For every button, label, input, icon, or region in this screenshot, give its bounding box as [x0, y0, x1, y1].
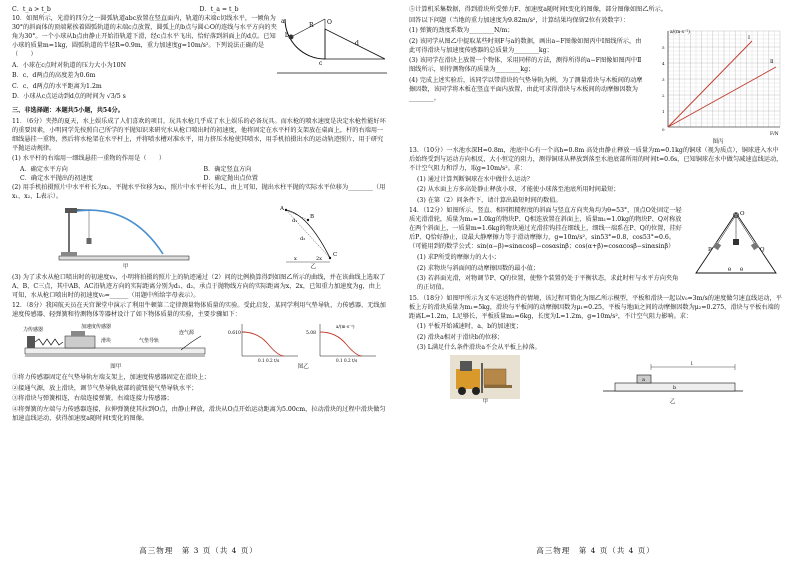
q12-sub-3: (3) 该同学在滑块上放置一个物体，采用同样的方法，测得所得的a−F图像如图丙中Ⅱ图线所示，则待测物体的质量为________kg； [409, 57, 642, 74]
q12-step-4: ④将弹簧的左端与力传感器连接，拉伸弹簧使其拉到O点，由静止释放，滑块从O点开始运动距离为5.00cm，拉动滑块的过程中滑块做匀加速直线运动，获得加速度a随时间t变化的图像。 [12, 406, 386, 423]
q10-option-b: B．c、d两点的高度差为0.6m [12, 72, 96, 80]
q15-figure-yi [603, 355, 743, 399]
q12-sub-4: (4) 完成上述实验后，该同学以带滑块的气垫导轨为例，为了测量滑块与木板间的动摩擦因数，该同学将木板在竖直平面内放置，由此可求得滑块与木板间的动摩擦因数为________。 [409, 76, 643, 102]
q15-figure-jia [450, 355, 520, 399]
q12-graph2-unit: a/(m·s⁻²) [336, 324, 355, 330]
q11-label-d1: d₁ [292, 217, 298, 224]
q12-graph1-x: 0.1 0.2 t/s [258, 358, 280, 364]
q10-label-b: b [285, 31, 289, 39]
q12-label-accel: 加速度传感器 [80, 324, 111, 331]
q12-figures [12, 322, 387, 372]
q11-caption-yi: 乙 [310, 263, 316, 270]
q11-label-c: C [333, 251, 338, 258]
q15-label-l: l [690, 361, 693, 368]
q14-label-theta2: θ [740, 267, 744, 274]
q12-step-2: ②接通气源，放上滑块，调节气垫导轨底部的旋钮使气垫导轨水平； [12, 384, 198, 392]
q14-stem: 14．（12分）如图所示，竖直、相同粗糙程度的斜面与竖直方向夹角均为θ=53°，顶点O处固定一轻质光滑滑轮，质量为m₁=1.0kg的物块P、Q相连放置在斜面上，质量m₁=1.0kg的物块P、Q对称放在两个斜面上，一质量m=1.6kg的物块通过光滑挂钩挂在细线上，细线一端系在P、Q的位置，挂好后P、Q恰好静止，设最大静摩擦力等于滑动摩擦力，g=10m/s²，sin53°=0.8，cos53°=0.6。（可能用到的数学公式：sin(α−β)=sinαcosβ−cosαsinβ；cos(α+β)=cosαcosβ−sinαsinβ） [409, 207, 682, 251]
q12-cont-2: 回答以下问题（当地的重力加速度为9.82m/s²，计算结果均保留2位有效数字）： [409, 16, 630, 24]
q11-option-d: D．确定抛出点位置 [203, 174, 258, 182]
q9-option-d: D．t_a = t_b [199, 6, 239, 13]
q10-option-d: D．小球从c点运动到d点的时间为 √3/5 s [12, 93, 126, 101]
q12-graph-bing [652, 27, 784, 139]
q12-sub-2: (2) 该同学从图乙中提取某些时刻F与a的数据，画出a−F图像如图丙中Ⅰ图线所示，由此可得滑块与加速度传感器的总质量为________kg； [409, 37, 642, 54]
q12-graph2-x: 0.1 0.2 t/s [336, 358, 358, 364]
graph3-ytick: 5 [662, 45, 665, 51]
q14-label-p: P [708, 247, 712, 254]
q12-graph1-y: 0.610 [228, 331, 242, 337]
q14-block [409, 207, 784, 294]
graph3-ytick: 0 [662, 127, 665, 133]
q10-option-a: A．小球在c点时对轨道的压力大小为10N [12, 61, 127, 69]
page-3-footer: 高三物理 第 3 页（共 4 页） [139, 546, 258, 556]
q10-label-o: O [327, 18, 332, 26]
graph3-ytick: 4 [662, 61, 665, 67]
q15-figures [409, 355, 784, 407]
q13-sub-2: (2) 从水面上方多高处静止释放小球，才能使小球落至池底所用时间最短； [417, 186, 620, 194]
q9-option-c: C．t_a > t_b [12, 6, 51, 13]
q11-option-c: C．确定水平抛出的初速度 [20, 174, 93, 182]
q12-sub-block [409, 27, 784, 147]
q14-sub-3: (3) 若斜面光滑，对物调节P、Q的位置，使整个装置仍处于平衡状态，求此时杆与水平方向夹角的正切值。 [417, 275, 679, 292]
graph3-label-i: Ⅰ [748, 35, 750, 42]
q10-block [12, 15, 387, 104]
q11-label-2x: 2x [316, 255, 323, 262]
q10-stem: 10．如图所示，光滑的四分之一圆弧轨道abc放置在竖直面内，轨道的末端c切线水平，一倾角为30°的斜面体的顶端紧挨着圆弧轨道的末端c点放置，圆弧上的b点与圆心O的连线与水平方向的夹角为30°。一个小球从b点由静止开始沿轨道下滑，经c点水平飞出，恰好落到斜面上的d点。已知小球的质量m=1kg，圆弧轨道的半径R=0.9m，重力加速度g=10m/s²。下列说法正确的是（ ） [12, 14, 277, 58]
q12-cont-1: ⑤计算机采集数据，得到滑块所受弹力F、加速度a随时间t变化的图像，部分图像如图乙所示。 [409, 6, 667, 13]
q12-label-force: 力传感器 [22, 327, 43, 334]
page-4-footer: 高三物理 第 4 页（共 4 页） [536, 546, 655, 556]
graph3-ytick: 3 [662, 77, 665, 83]
q10-label-c: c [319, 59, 323, 67]
q15-sub-2: (2) 滑块a相对于滑块b的位移； [417, 333, 504, 341]
q10-label-r: R [309, 21, 314, 29]
q12-figure-yi [228, 322, 378, 364]
graph3-caption: 图丙 [712, 139, 724, 146]
q12-caption-yi: 图乙 [297, 364, 309, 371]
q11-stem: 11．（6分）夹热的夏天，水上娱乐成了人们喜欢的项目，玩具水枪几乎成了水上娱乐的必备玩具。而水枪的喷水速度是决定水枪性能好坏的重要因素，小明同学先按照自己所学的平抛知识来研究水从枪口喷出时的初速度，他将固定在水平杆的支架放在桌面上，杆的右端用一细线悬挂一重物，然后将水枪架在水平杆上，并将喷水槽对准水平，用力挤压水枪使其喷水，用手机拍摄出水的运动轨迹照片，用于研究平抛运动规律。 [12, 117, 386, 152]
q11-option-a: A．确定水平方向 [20, 165, 68, 173]
q14-sub-1: (1) 求P所受的摩擦力的大小； [417, 253, 500, 261]
graph3-ylabel: a/(m·s⁻²) [670, 30, 690, 36]
q12-step-3: ③将滑块与弹簧相连，右端连接弹簧，右端连接力传感器； [12, 395, 173, 403]
q11-sub1: (1) 水平杆的右端用一细线悬挂一重物的作用是（ ） [12, 155, 166, 163]
q11-figures [12, 204, 387, 272]
q11-sub2: (2) 用手机拍摄照片中水平杆长为x₁，平抛水平位移为x₂，照片中水平杆长为L，由上可知，抛出水柱平抛的实际水平位移为________（用x₁、x₂、L表示）。 [12, 183, 386, 200]
q12-label-pipe: 连气源 [178, 330, 194, 337]
graph3-ytick: 2 [662, 93, 665, 99]
q11-label-d2: d₂ [300, 235, 306, 242]
q12-label-rail: 气垫导轨 [138, 338, 159, 345]
q15-sub-1: (1) 平板开始减速时，a、b的加速度； [417, 323, 523, 331]
q12-figure-jia [21, 322, 211, 364]
q9-options [12, 6, 387, 15]
q11-label-b: B [310, 213, 315, 220]
q15-caption-jia: 甲 [482, 399, 488, 406]
q11-figure-jia [51, 204, 201, 264]
q11-option-b: B．确定竖直方向 [203, 165, 252, 173]
q12-graph2-y: 5.08 [306, 331, 317, 337]
q11-figure-yi [278, 204, 348, 264]
q13-stem: 13．（10分）一水池水深H=0.8m，池底中心有一个高h=0.8m 高处由静止释放一质量为m=0.1kg的铜球（视为质点），铜球进入水中后始终受到与运动方向相反、大小恒定的阻力，测得铜球从释放到落至水池底部所用的时间t=0.6s，已知铜球在水中做匀减速直线运动，不计空气阻力和浮力，取g=10m/s²。求： [409, 147, 783, 173]
q13-sub-3: (3) 在第（2）问条件下，请计算出最短时间的数值。 [417, 196, 562, 204]
q15-label-b: b [672, 385, 676, 392]
q11-label-x: x [294, 255, 298, 262]
q14-label-o: O [740, 211, 745, 218]
section-3-heading: 三、非选择题：本题共5小题，共54分。 [12, 106, 124, 114]
q14-label-q: Q [760, 247, 765, 254]
graph3-xlabel: F/N [770, 132, 779, 138]
q10-label-a: a [281, 17, 285, 25]
q11-label-a: A [280, 205, 285, 212]
q10-option-c: C．c、d两点的水平距离为1.2m [12, 82, 102, 90]
q12-sub-1: (1) 弹簧的劲度系数为________N/m； [409, 27, 514, 35]
q12-stem: 12．（8分）我国航天员在天宫课堂中演示了利用牛顿第二定律测量物体质量的实验。受此启发，某同学利用气垫导轨、力传感器、无线加速度传感器、轻弹簧和待测物体等器材设计了如下物体质量的实验，主要步骤如下： [12, 302, 386, 319]
q12-caption-jia: 图甲 [110, 364, 122, 371]
q11-caption-jia: 甲 [122, 263, 129, 270]
q10-label-d: d [355, 39, 359, 47]
q10-figure [277, 15, 387, 77]
q14-sub-2: (2) 求物块与斜面间的动摩擦因数的最小值； [417, 264, 540, 272]
q14-figure [688, 207, 784, 279]
q15-caption-yi: 乙 [669, 399, 676, 406]
q15-sub-3: (3) L满足什么条件滑块a不会从平板上掉落。 [417, 344, 541, 352]
q14-label-theta1: θ [728, 267, 732, 274]
q12-step-1: ①将力传感器固定在气垫导轨左端支架上，加速度传感器固定在滑块上； [12, 374, 210, 382]
q15-label-a: a [641, 377, 645, 384]
q11-sub1-options [12, 166, 387, 184]
graph3-label-ii: Ⅱ [770, 59, 774, 66]
q13-sub-1: (1) 通过计算判断铜球在水中做什么运动？ [417, 175, 533, 183]
page-4 [397, 0, 794, 561]
q15-stem: 15．（18分）如图甲所示为叉车运送物件的情境，该过程可简化为图乙所示模型，平板和滑块一起以v₀=3m/s的速度做匀速直线运动，平板上方的滑块质量为m₁=5kg，滑块与平板间的动摩擦因数为μ₁=0.25，平板与地面之间的动摩擦因数为μ₂=0.275，滑块与平板右端的距离L=1.2m，L足够长，平板质量m₂=6kg，长度为L=1.2m，g=10m/s²，不计空气阻力影响。求： [409, 294, 782, 320]
q11-sub3: (3) 为了求水从枪口喷出时的初速度v₀，小明将拍摄的照片上的轨迹通过（2）问的比例换算得到如图乙所示的曲线，并在该曲线上选取了A、B、C三点，其中AB、AC沿轨迹方向的实际距离分别为d₁、d₂，承点于抛物线方向的实际距离为x、2x，已知重力加速度为g，由上可知，水从枪口喷出时的初速度v₀=______（用题中所给字母表示）。 [12, 273, 386, 299]
graph3-ytick: 1 [662, 109, 665, 115]
q12-label-slider: 滑块 [100, 338, 111, 345]
